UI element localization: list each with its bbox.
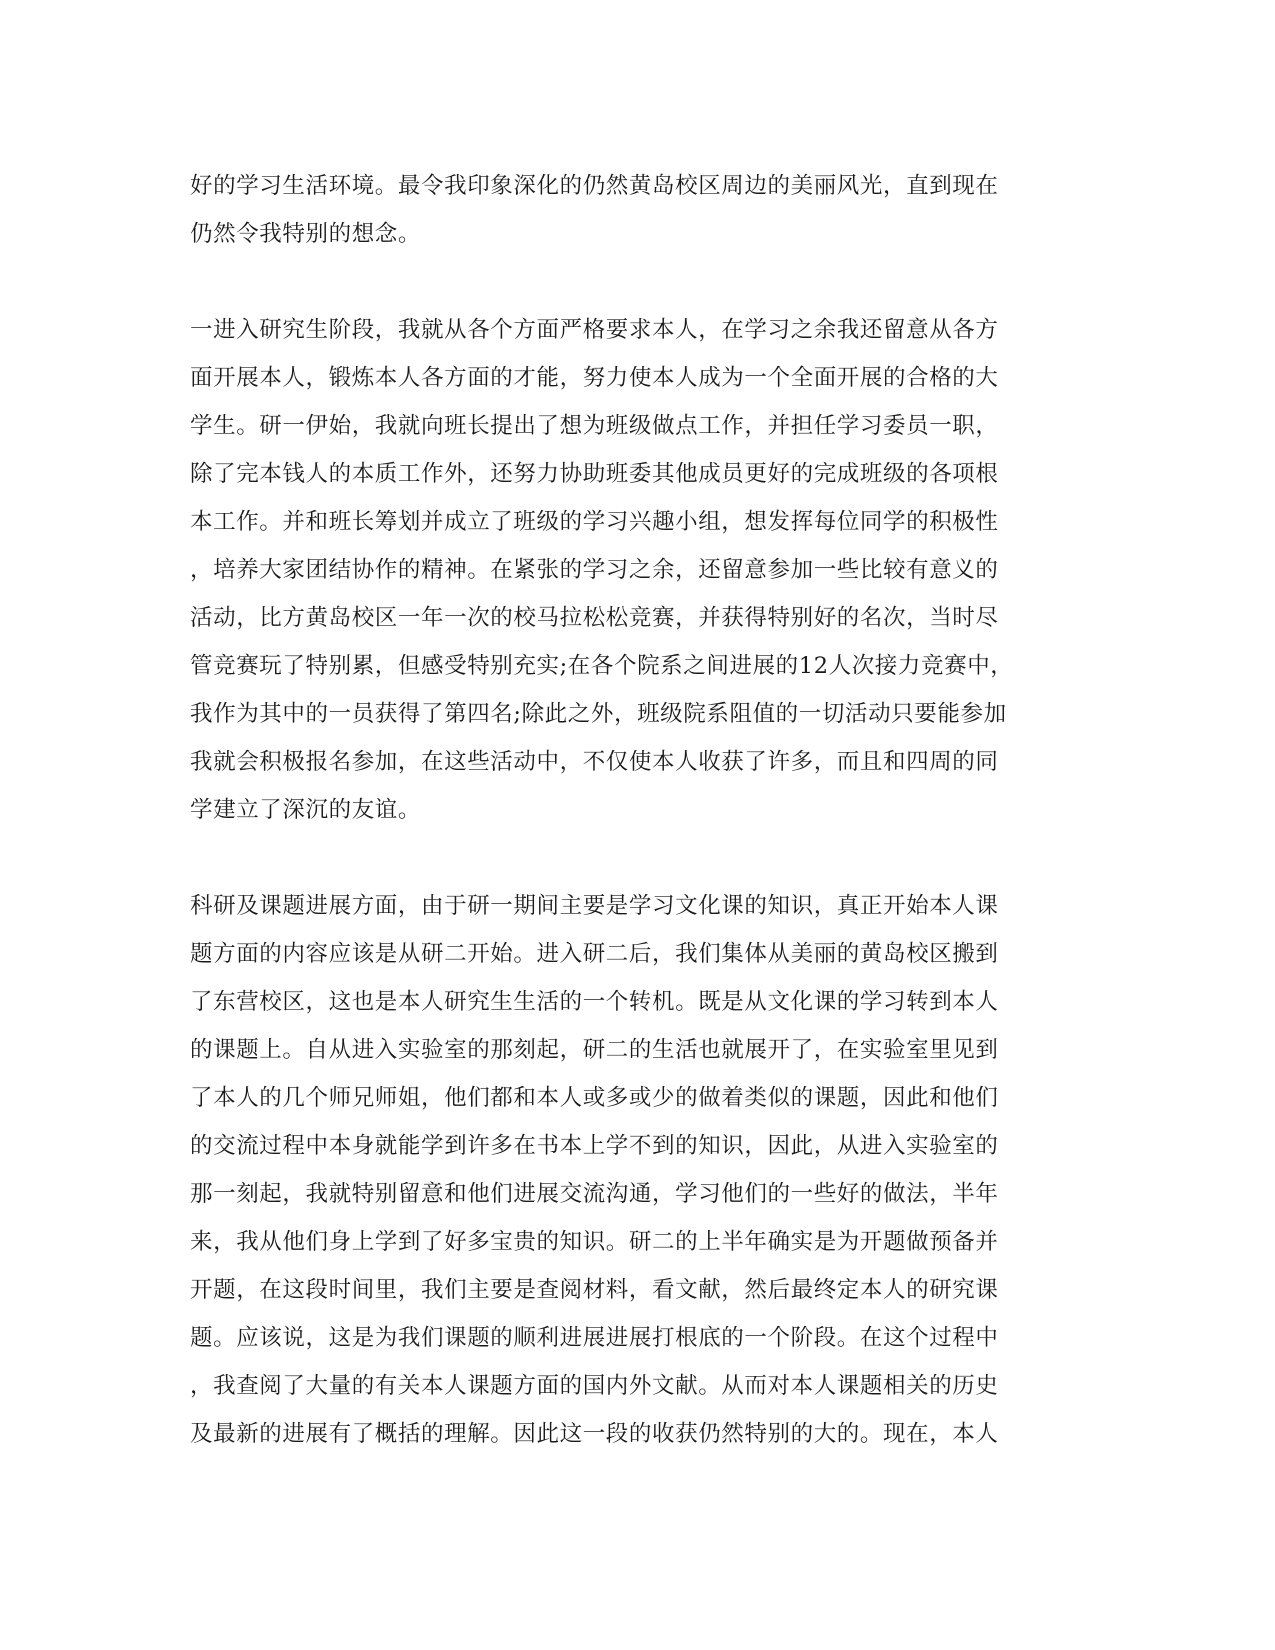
text-line: ，我查阅了大量的有关本人课题方面的国内外文献。从而对本人课题相关的历史	[190, 1373, 999, 1399]
text-line: 开题，在这段时间里，我们主要是查阅材料，看文献，然后最终定本人的研究课	[190, 1277, 999, 1303]
text-line: 好的学习生活环境。最令我印象深化的仍然黄岛校区周边的美丽风光，直到现在	[190, 173, 999, 199]
text-line: 题。应该说，这是为我们课题的顺利进展进展打根底的一个阶段。在这个过程中	[190, 1325, 999, 1351]
text-line: 那一刻起，我就特别留意和他们进展交流沟通，学习他们的一些好的做法，半年	[190, 1181, 999, 1207]
paragraph-gap	[190, 258, 1090, 306]
text-line: 学生。研一伊始，我就向班长提出了想为班级做点工作，并担任学习委员一职，	[190, 413, 999, 439]
body-text	[190, 162, 1090, 1458]
text-line: 了东营校区，这也是本人研究生生活的一个转机。既是从文化课的学习转到本人	[190, 989, 999, 1015]
text-line: 面开展本人，锻炼本人各方面的才能，努力使本人成为一个全面开展的合格的大	[190, 365, 999, 391]
text-line: 本工作。并和班长筹划并成立了班级的学习兴趣小组，想发挥每位同学的积极性	[190, 509, 999, 535]
text-line: 的交流过程中本身就能学到许多在书本上学不到的知识，因此，从进入实验室的	[190, 1133, 999, 1159]
text-line: 管竞赛玩了特别累，但感受特别充实;在各个院系之间进展的12人次接力竞赛中，	[190, 653, 1014, 679]
paragraph-3	[190, 882, 1090, 1458]
text-line: ，培养大家团结协作的精神。在紧张的学习之余，还留意参加一些比较有意义的	[190, 557, 999, 583]
text-line: 仍然令我特别的想念。	[190, 221, 422, 247]
text-line: 科研及课题进展方面，由于研一期间主要是学习文化课的知识，真正开始本人课	[190, 893, 999, 919]
paragraph-1	[190, 162, 1090, 258]
text-line: 题方面的内容应该是从研二开始。进入研二后，我们集体从美丽的黄岛校区搬到	[190, 941, 999, 967]
text-line: 我作为其中的一员获得了第四名;除此之外，班级院系阻值的一切活动只要能参加	[190, 701, 1007, 727]
text-line: 的课题上。自从进入实验室的那刻起，研二的生活也就展开了，在实验室里见到	[190, 1037, 999, 1063]
text-line: 来，我从他们身上学到了好多宝贵的知识。研二的上半年确实是为开题做预备并	[190, 1229, 999, 1255]
text-line: 了本人的几个师兄师姐，他们都和本人或多或少的做着类似的课题，因此和他们	[190, 1085, 999, 1111]
paragraph-2	[190, 306, 1090, 834]
text-line: 我就会积极报名参加，在这些活动中，不仅使本人收获了许多，而且和四周的同	[190, 749, 999, 775]
text-line: 学建立了深沉的友谊。	[190, 797, 422, 823]
text-line: 活动，比方黄岛校区一年一次的校马拉松松竞赛，并获得特别好的名次，当时尽	[190, 605, 999, 631]
text-line: 除了完本钱人的本质工作外，还努力协助班委其他成员更好的完成班级的各项根	[190, 461, 999, 487]
text-line: 及最新的进展有了概括的理解。因此这一段的收获仍然特别的大的。现在，本人	[190, 1421, 999, 1447]
text-line: 一进入研究生阶段，我就从各个方面严格要求本人，在学习之余我还留意从各方	[190, 317, 999, 343]
paragraph-gap	[190, 834, 1090, 882]
